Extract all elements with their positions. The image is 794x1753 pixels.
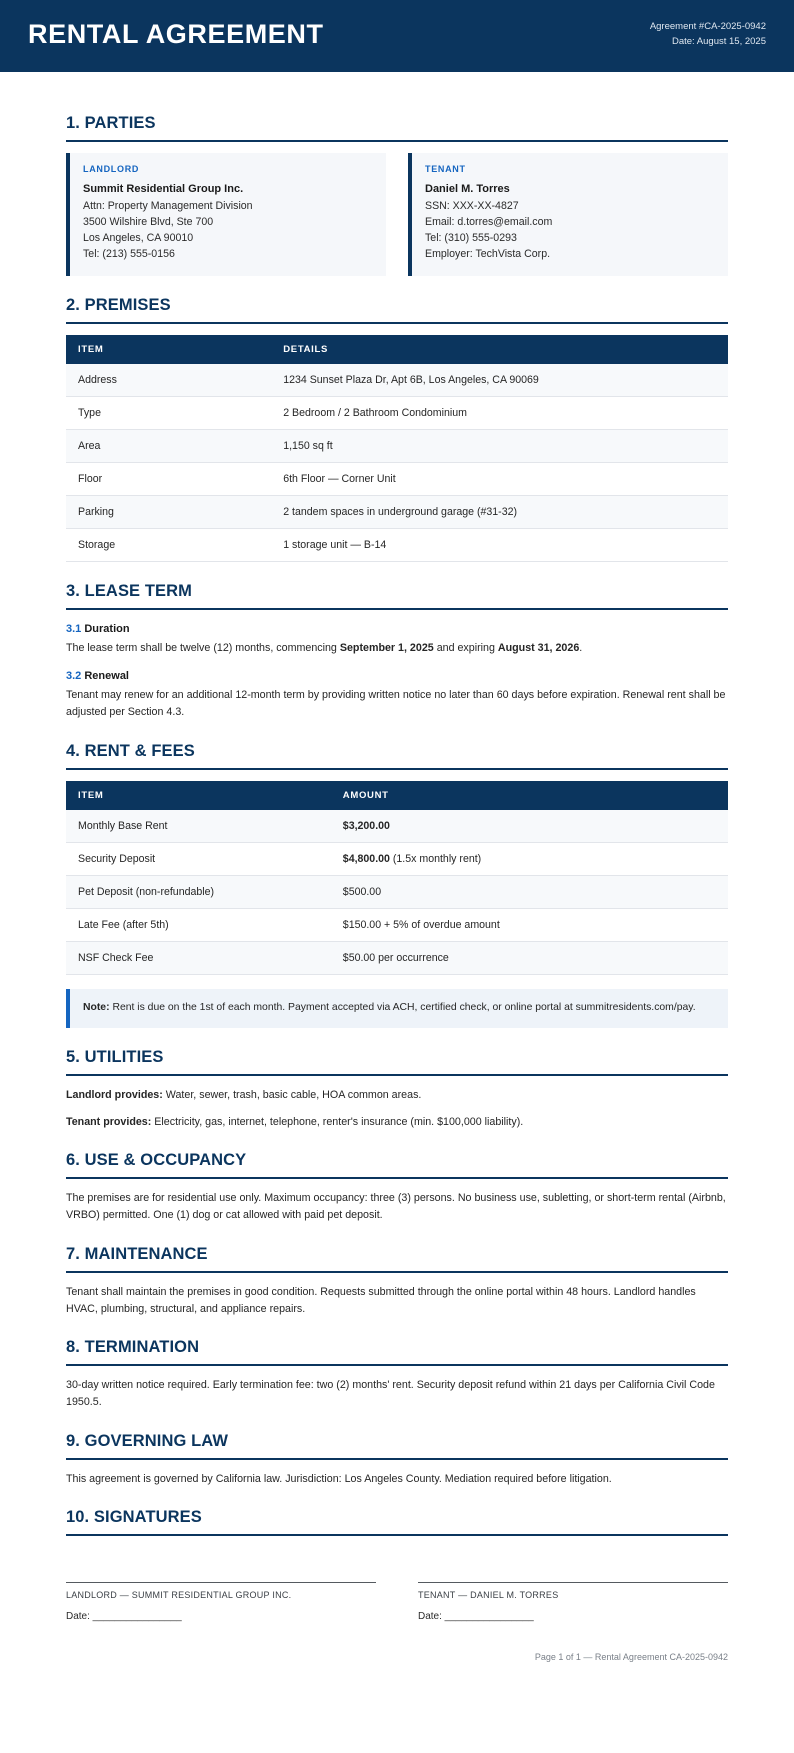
subsection-duration-title [66, 623, 728, 635]
signature-area [66, 1582, 728, 1622]
duration-text-part1: The lease term shall be twelve (12) months, commencing [66, 641, 340, 654]
section-heading-utilities: 5. UTILITIES [66, 1048, 164, 1067]
agreement-number: Agreement #CA-2025-0942 [649, 21, 766, 33]
section-use-occupancy [66, 1151, 728, 1225]
table-row [66, 462, 728, 495]
premises-details-cell: 1,150 sq ft [271, 429, 728, 462]
subsection-number: 3.1 [66, 622, 82, 635]
duration-text-part3: . [579, 641, 583, 654]
table-row [66, 396, 728, 429]
note-label: Note: [83, 1001, 110, 1013]
section-divider [66, 608, 728, 610]
section-heading-lease-term: 3. LEASE TERM [66, 581, 192, 600]
document-body [0, 72, 794, 1702]
column-header-item: ITEM [66, 781, 331, 810]
premises-details-cell: 1 storage unit — B-14 [271, 528, 728, 561]
section-premises [66, 296, 728, 562]
premises-item-cell: Area [66, 429, 271, 462]
column-header-details: DETAILS [271, 335, 728, 364]
table-row [66, 941, 728, 974]
subsection-number: 3.2 [66, 669, 82, 682]
utilities-landlord-line [66, 1087, 728, 1104]
page-title: RENTAL AGREEMENT [28, 19, 324, 49]
fee-amount-cell [331, 842, 728, 875]
payment-note-text [83, 1000, 714, 1017]
section-heading-signatures: 10. SIGNATURES [66, 1508, 202, 1527]
fee-amount-cell [331, 810, 728, 843]
note-body: Rent is due on the 1st of each month. Payment accepted via ACH, certified check, or online portal at summitresidents.com/pay. [109, 1001, 696, 1013]
signature-row [66, 1582, 728, 1622]
fee-amount-cell [331, 908, 728, 941]
section-parties [66, 114, 728, 276]
utilities-tenant-text: Electricity, gas, internet, telephone, renter's insurance (min. $100,000 liability). [151, 1115, 524, 1128]
header-meta [650, 20, 766, 49]
section-divider [66, 1271, 728, 1273]
rent-fees-table-body [66, 810, 728, 975]
section-divider [66, 1458, 728, 1460]
section-divider [66, 140, 728, 142]
table-row [66, 495, 728, 528]
duration-text [66, 640, 728, 657]
tenant-signature-block [418, 1582, 728, 1622]
tenant-date-field[interactable]: Date: ________________ [418, 1611, 534, 1623]
section-divider [66, 768, 728, 770]
utilities-landlord-label: Landlord provides: [66, 1089, 163, 1102]
fee-amount-value: $4,800.00 [342, 852, 390, 865]
section-divider [66, 322, 728, 324]
premises-item-cell: Storage [66, 528, 271, 561]
section-heading-parties: 1. PARTIES [66, 113, 156, 132]
premises-details-cell: 1234 Sunset Plaza Dr, Apt 6B, Los Angeles, CA 90069 [271, 364, 728, 397]
premises-item-cell: Address [66, 364, 271, 397]
parties-container [66, 153, 728, 276]
column-header-amount: AMOUNT [331, 781, 728, 810]
tenant-email: Email: d.torres@email.com [425, 216, 553, 229]
section-maintenance [66, 1245, 728, 1319]
fee-amount-note: $150.00 + 5% of overdue amount [342, 918, 500, 931]
section-utilities [66, 1048, 728, 1131]
fee-item-cell: NSF Check Fee [66, 941, 331, 974]
section-divider [66, 1074, 728, 1076]
landlord-city: Los Angeles, CA 90010 [83, 232, 194, 245]
table-row [66, 875, 728, 908]
tenant-ssn: SSN: XXX-XX-4827 [425, 200, 519, 213]
premises-details-cell: 6th Floor — Corner Unit [271, 462, 728, 495]
fee-amount-cell [331, 941, 728, 974]
utilities-tenant-label: Tenant provides: [66, 1115, 152, 1128]
landlord-signature-line[interactable] [66, 1582, 376, 1583]
section-divider [66, 1177, 728, 1179]
landlord-signature-block [66, 1582, 376, 1622]
subsection-renewal-title [66, 670, 728, 682]
maintenance-text: Tenant shall maintain the premises in good condition. Requests submitted through the online portal within 48 hours. Landlord handles HVAC, plumbing, structural, and appliance repairs. [66, 1285, 696, 1315]
fee-item-cell: Monthly Base Rent [66, 810, 331, 843]
table-row [66, 364, 728, 397]
section-divider [66, 1364, 728, 1366]
landlord-street: 3500 Wilshire Blvd, Ste 700 [83, 216, 214, 229]
duration-start-date: September 1, 2025 [339, 641, 434, 654]
section-lease-term [66, 582, 728, 722]
tenant-employer: Employer: TechVista Corp. [425, 248, 551, 261]
section-rent-fees [66, 742, 728, 1029]
table-row [66, 429, 728, 462]
landlord-date-field[interactable]: Date: ________________ [66, 1611, 182, 1623]
table-header-row [66, 781, 728, 810]
section-heading-maintenance: 7. MAINTENANCE [66, 1244, 208, 1263]
section-heading-rent-fees: 4. RENT & FEES [66, 741, 195, 760]
document-footer: Page 1 of 1 — Rental Agreement CA-2025-0942 [534, 1652, 728, 1663]
table-row [66, 908, 728, 941]
duration-end-date: August 31, 2026 [497, 641, 580, 654]
agreement-date: Date: August 15, 2025 [671, 35, 766, 47]
section-heading-termination: 8. TERMINATION [66, 1338, 200, 1357]
fee-amount-note: (1.5x monthly rent) [389, 852, 482, 865]
tenant-name: Daniel M. Torres [425, 182, 510, 195]
document-header [0, 0, 794, 72]
premises-item-cell: Parking [66, 495, 271, 528]
section-heading-premises: 2. PREMISES [66, 295, 171, 314]
rent-fees-table [66, 781, 728, 975]
column-header-item: ITEM [66, 335, 271, 364]
premises-item-cell: Type [66, 396, 271, 429]
section-governing-law [66, 1432, 728, 1488]
table-row [66, 842, 728, 875]
utilities-tenant-line [66, 1114, 728, 1131]
fee-item-cell: Late Fee (after 5th) [66, 908, 331, 941]
renewal-text: Tenant may renew for an additional 12-month term by providing written notice no later than 60 days before expiration. Renewal rent shall be adjusted per Section 4.3. [66, 688, 726, 719]
fee-amount-note: $50.00 per occurrence [342, 951, 449, 964]
fee-item-cell: Pet Deposit (non-refundable) [66, 875, 331, 908]
payment-note-box [66, 989, 728, 1029]
landlord-signature-label: LANDLORD — SUMMIT RESIDENTIAL GROUP INC. [66, 1590, 292, 1601]
landlord-role-label: LANDLORD [83, 163, 140, 174]
landlord-name: Summit Residential Group Inc. [83, 182, 244, 195]
section-termination [66, 1338, 728, 1412]
section-heading-use-occupancy: 6. USE & OCCUPANCY [66, 1150, 247, 1169]
utilities-landlord-text: Water, sewer, trash, basic cable, HOA common areas. [162, 1089, 422, 1102]
premises-table [66, 335, 728, 562]
landlord-attn: Attn: Property Management Division [83, 200, 253, 213]
fee-item-cell: Security Deposit [66, 842, 331, 875]
table-header-row [66, 335, 728, 364]
use-occupancy-text: The premises are for residential use only. Maximum occupancy: three (3) persons. No business use, subletting, or short-term rental (Airbnb, VRBO) permitted. One (1) dog or cat allowed with paid pet deposit. [66, 1191, 726, 1222]
section-heading-governing-law: 9. GOVERNING LAW [66, 1431, 229, 1450]
landlord-box [66, 153, 386, 276]
premises-details-cell: 2 Bedroom / 2 Bathroom Condominium [271, 396, 728, 429]
table-row [66, 528, 728, 561]
fee-amount-value: $3,200.00 [342, 819, 390, 832]
fee-amount-cell [331, 875, 728, 908]
tenant-signature-line[interactable] [418, 1582, 728, 1583]
tenant-role-label: TENANT [425, 163, 466, 174]
table-row [66, 810, 728, 843]
duration-text-part2: and expiring [433, 641, 498, 654]
tenant-signature-label: TENANT — DANIEL M. TORRES [418, 1590, 559, 1601]
premises-table-body [66, 364, 728, 562]
tenant-box [408, 153, 728, 276]
premises-details-cell: 2 tandem spaces in underground garage (#31-32) [271, 495, 728, 528]
termination-text: 30-day written notice required. Early termination fee: two (2) months' rent. Security deposit refund within 21 days per California Civil Code 1950.5. [66, 1379, 715, 1409]
section-signatures [66, 1508, 728, 1622]
tenant-tel: Tel: (310) 555-0293 [425, 232, 517, 245]
section-divider [66, 1534, 728, 1536]
landlord-tel: Tel: (213) 555-0156 [83, 248, 175, 261]
subsection-label: Renewal [84, 669, 129, 682]
premises-item-cell: Floor [66, 462, 271, 495]
governing-law-text: This agreement is governed by California law. Jurisdiction: Los Angeles County. Mediation required before litigation. [66, 1472, 612, 1485]
fee-amount-note: $500.00 [342, 885, 382, 898]
subsection-label: Duration [84, 622, 130, 635]
